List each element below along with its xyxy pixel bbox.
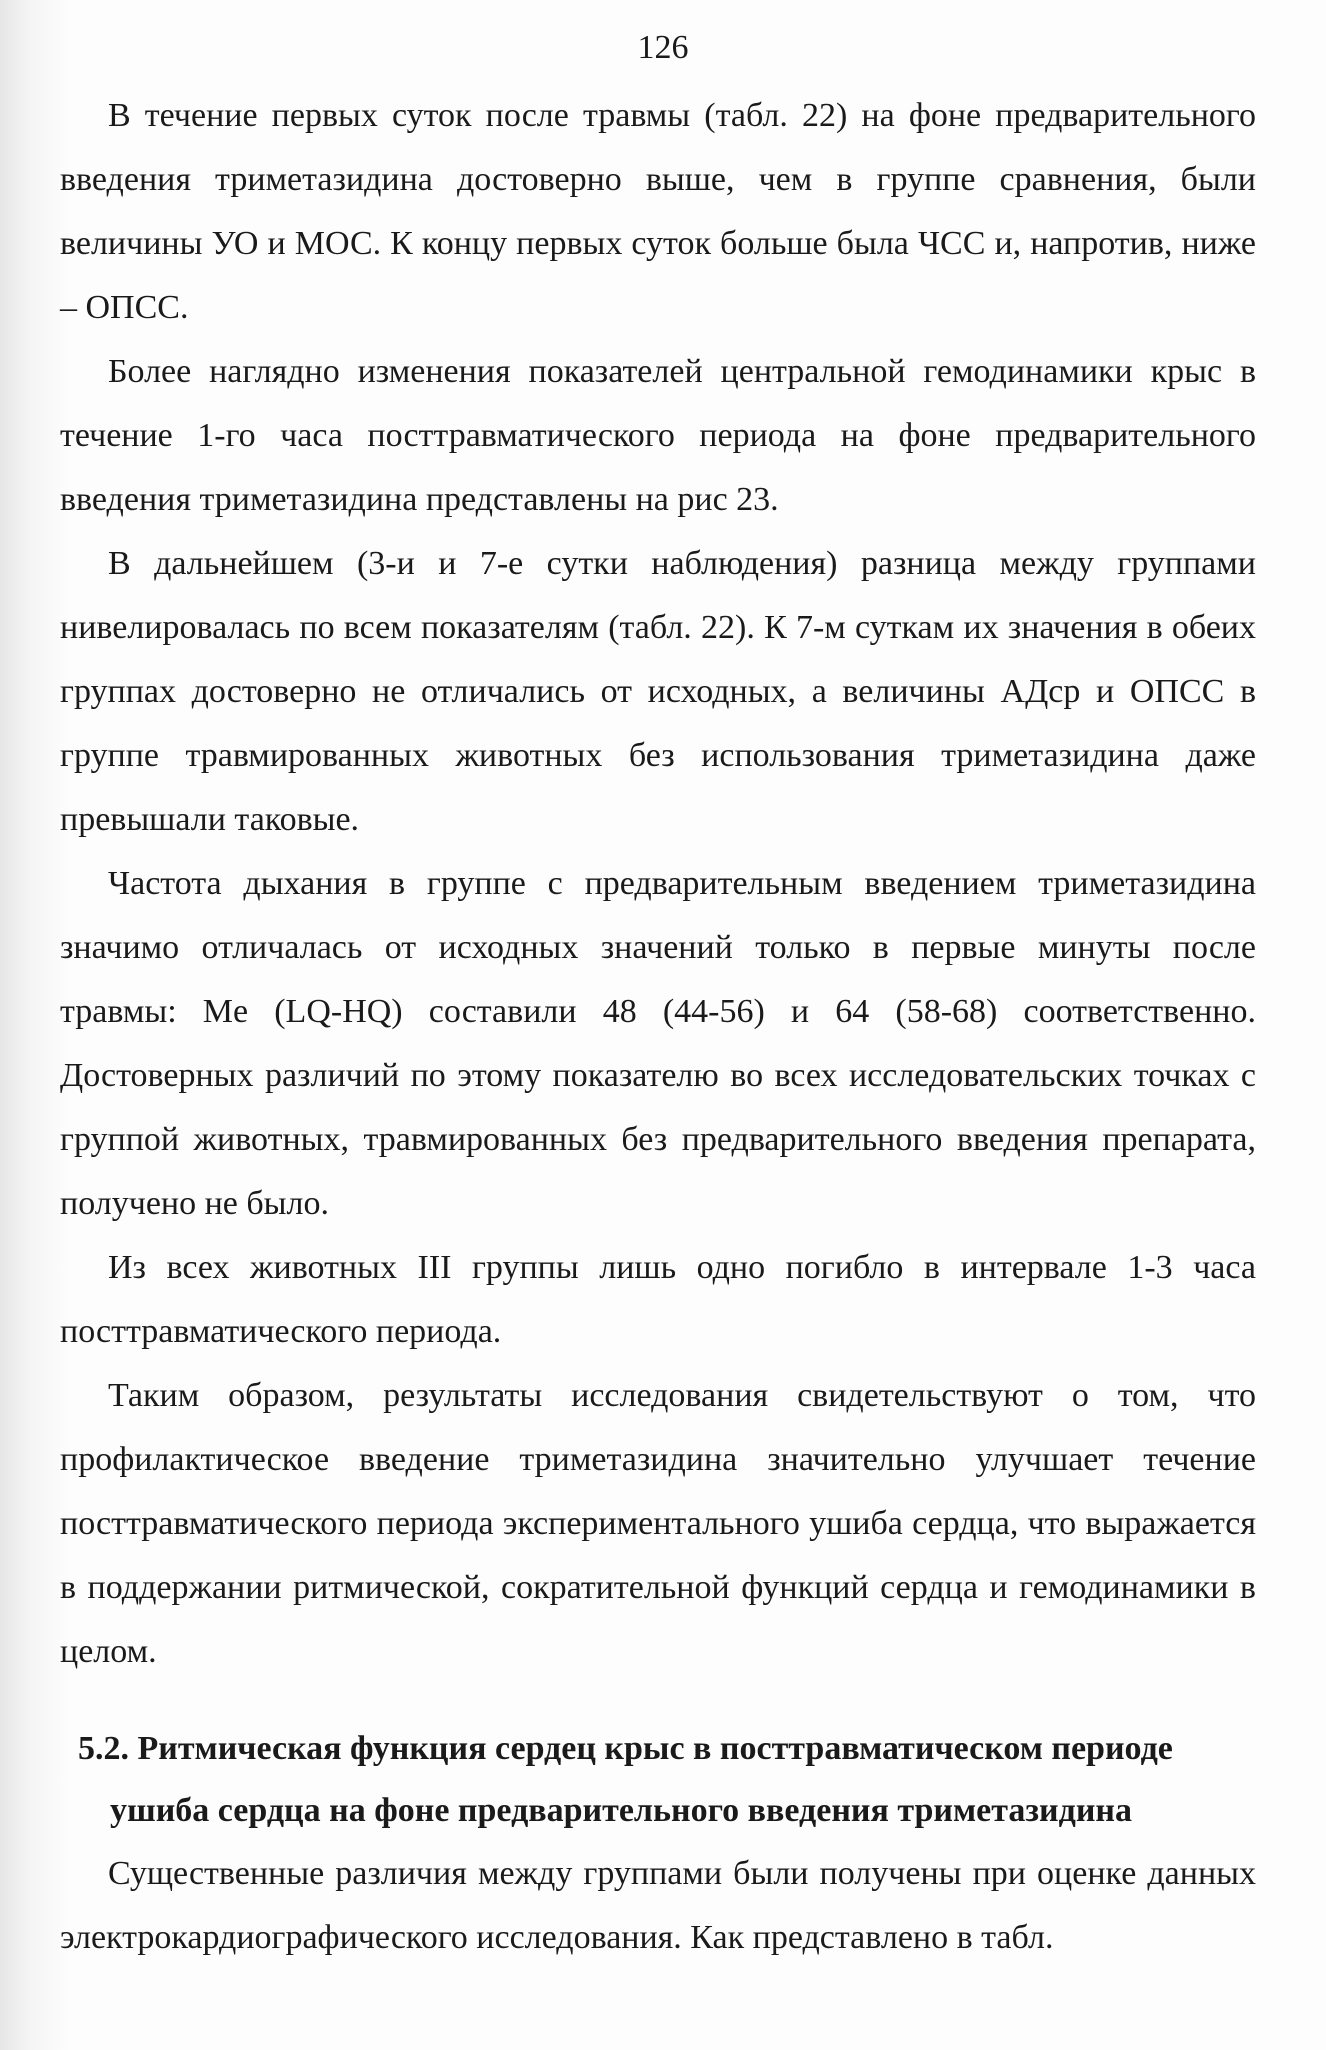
paragraph-6: Таким образом, результаты исследования свидетельствуют о том, что профилактическое введение триметазидина значительно улучшает течение посттравматического периода экспериментального ушиба сердца, что выражается в поддержании ритмической, сократительной функций сердца и гемодинамики в целом. [60,1377,1256,1670]
paragraph-7: Существенные различия между группами были получены при оценке данных электрокардиографического исследования. Как представлено в табл. [60,1855,1256,1956]
paragraph-5: Из всех животных III группы лишь одно погибло в интервале 1-3 часа посттравматического периода. [60,1249,1256,1350]
paragraph-3: В дальнейшем (3-и и 7-е сутки наблюдения) разница между группами нивелировалась по всем показателям (табл. 22). К 7-м суткам их значения в обеих группах достоверно не отличались от исходных, а величины АДср и ОПСС в группе травмированных животных без использования триметазидина даже превышали таковые. [60,545,1256,838]
paragraph-2: Более наглядно изменения показателей центральной гемодинамики крыс в течение 1-го часа посттравматического периода на фоне предварительного введения триметазидина представлены на рис 23. [60,353,1256,518]
paragraph-4: Частота дыхания в группе с предварительным введением триметазидина значимо отличалась от исходных значений только в первые минуты после травмы: Me (LQ-HQ) составили 48 (44-56) и 64 (58-68) соответственно. Достоверных различий по этому показателю во всех исследовательских точках с группой животных, травмированных без предварительного введения препарата, получено не было. [60,865,1256,1222]
section-heading-line-1: 5.2. Ритмическая функция сердец крыс в посттравматическом периоде [78,1730,1173,1767]
page-body [60,84,1256,1970]
page-number: 126 [637,29,689,66]
section-heading-line-2: ушиба сердца на фоне предварительного введения триметазидина [110,1792,1133,1829]
section-heading [60,1718,1256,1842]
paragraph-1: В течение первых суток после травмы (табл. 22) на фоне предварительного введения триметазидина достоверно выше, чем в группе сравнения, были величины УО и МОС. К концу первых суток больше была ЧСС и, напротив, ниже – ОПСС. [60,97,1256,326]
